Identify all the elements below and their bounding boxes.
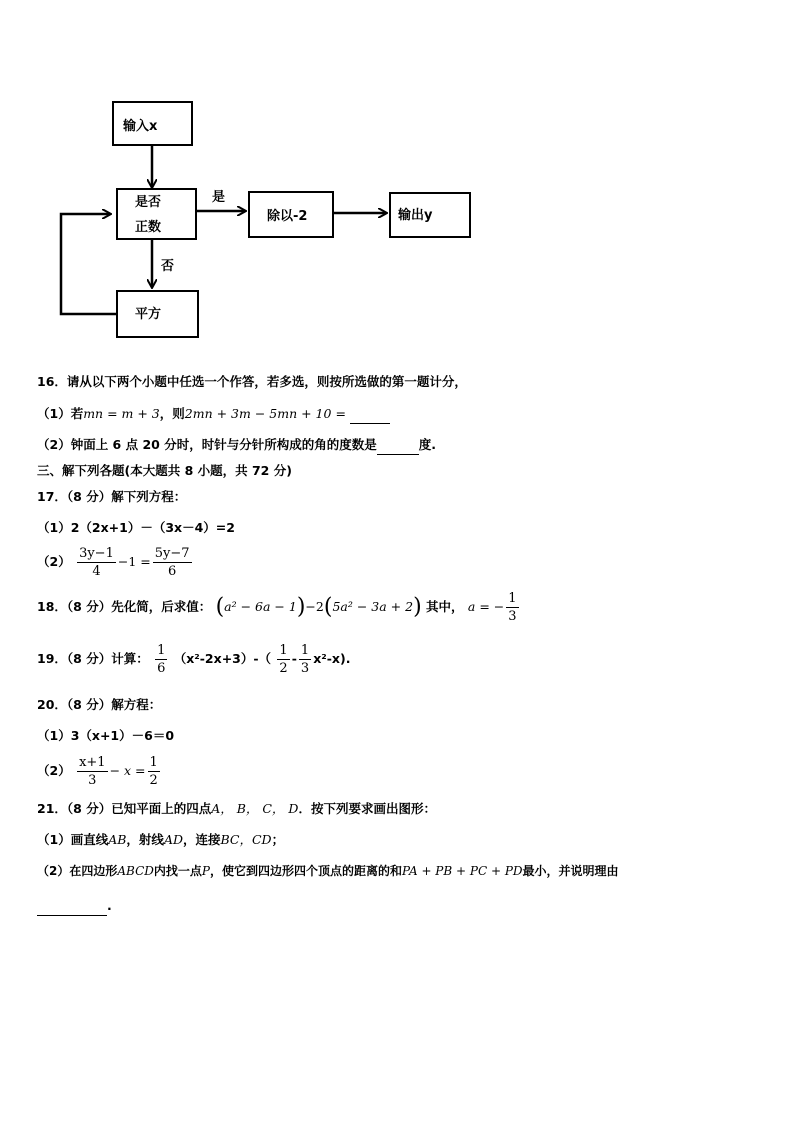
q17-left-fraction: $\frac{3y-1}{4}$: [79, 546, 114, 579]
divide-box: [248, 191, 334, 238]
decision-label-line2: 正数: [135, 220, 162, 235]
q20-stem: 20．（8 分）解方程：: [37, 697, 162, 712]
q16-condition: mn = m + 3: [83, 406, 160, 421]
q16-stem: 16．请从以下两个小题中任选一个作答，若多选，则按所选做的第一题计分，: [37, 374, 467, 389]
q19-fraction-3: $\frac{1}{3}$: [300, 643, 310, 676]
input-box: [112, 101, 193, 146]
square-box: [116, 290, 199, 338]
q17-right-fraction: $\frac{5y-7}{6}$: [154, 546, 190, 579]
q16-answer-blank-1[interactable]: [350, 409, 390, 424]
yes-label: 是: [212, 190, 226, 205]
q17-part2: （2） $\frac{3y-1}{4}$ −1 = $\frac{5y-7}{6}$: [37, 546, 190, 579]
q18-value-fraction: $\frac{1}{3}$: [508, 591, 517, 624]
q17-part1: （1）2（2x+1）－（3x－4）=2: [37, 520, 235, 535]
q21-part1: （1）画直线AB，射线AD，连接BC，CD；: [37, 832, 285, 847]
input-label: 输入x: [123, 119, 158, 134]
q18-expr1: a² − 6a − 1: [224, 599, 297, 614]
arrow-square-loop-back: [61, 214, 117, 314]
q21-part2: （2）在四边形ABCD内找一点P，使它到四边形四个顶点的距离的和PA + PB + PC + PD最小，并说明理由: [37, 864, 619, 878]
q20-right-fraction: $\frac{1}{2}$: [149, 755, 158, 788]
square-label: 平方: [135, 307, 162, 322]
q21-reason-line: .: [37, 896, 112, 916]
no-label: 否: [161, 259, 175, 274]
q16-part2: （2）钟面上 6 点 20 分时，时针与分针所构成的角的度数是 度.: [37, 435, 436, 455]
q21-stem: 21．（8 分）已知平面上的四点A， B， C， D．按下列要求画出图形：: [37, 801, 436, 816]
output-box: [389, 192, 471, 238]
q19-fraction-2: $\frac{1}{2}$: [279, 643, 288, 676]
divide-label: 除以-2: [267, 209, 308, 224]
q16-answer-blank-2[interactable]: [377, 440, 419, 455]
q21-answer-blank[interactable]: [37, 901, 107, 916]
decision-label-line1: 是否: [135, 195, 162, 210]
q20-part1: （1）3（x+1）－6＝0: [37, 728, 175, 743]
section-3-heading: 三、解下列各题(本大题共 8 小题，共 72 分): [37, 463, 292, 478]
q18-line: 18．（8 分）先化简，后求值： (a² − 6a − 1)−2(5a² − 3a + 2) 其中， a = − $\frac{1}{3}$: [37, 591, 517, 624]
q18-expr2: 5a² − 3a + 2: [332, 599, 414, 614]
q16-expression: 2mn + 3m − 5mn + 10 =: [184, 406, 346, 421]
q19-line: 19．（8 分）计算： $\frac{1}{6}$ （x²-2x+3）-（ $\frac{1}{2}$ - $\frac{1}{3}$ x²-x).: [37, 643, 351, 676]
q16-part1: （1）若mn = m + 3，则2mn + 3m − 5mn + 10 =: [37, 404, 390, 424]
q20-left-fraction: $\frac{x+1}{3}$: [79, 755, 106, 788]
output-label: 输出y: [398, 208, 433, 223]
q19-fraction-1: $\frac{1}{6}$: [157, 643, 166, 676]
decision-box: [116, 188, 197, 240]
q20-part2: （2） $\frac{x+1}{3}$ − x = $\frac{1}{2}$: [37, 755, 158, 788]
q17-stem: 17．（8 分）解下列方程：: [37, 489, 187, 504]
